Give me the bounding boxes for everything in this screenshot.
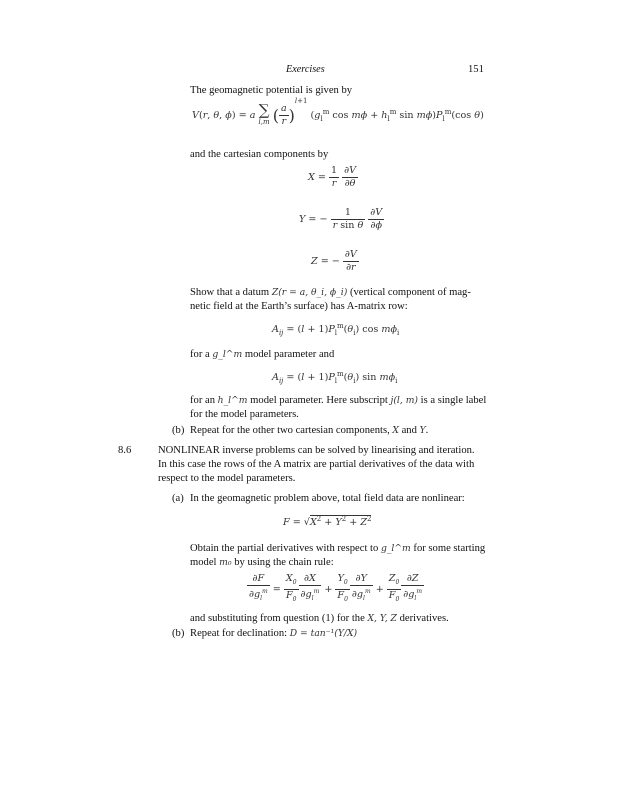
g-coefficient-symbol: g_l^m bbox=[212, 349, 243, 360]
obtain-line-2: model m₀ by using the chain rule: bbox=[190, 557, 334, 568]
components-lead: and the cartesian components by bbox=[190, 149, 329, 160]
for-h-line-2: for the model parameters. bbox=[190, 409, 299, 420]
j-label-symbol: j(l, m) bbox=[390, 395, 419, 406]
declination-symbol: D = tan⁻¹(Y/X) bbox=[289, 628, 358, 639]
exercise-line-3: respect to the model parameters. bbox=[158, 473, 296, 484]
exercise-number: 8.6 bbox=[118, 445, 132, 456]
part-a-label: (a) bbox=[172, 493, 184, 504]
exercise-line-2: In this case the rows of the A matrix are partial derivatives of the data with bbox=[158, 459, 475, 470]
x-equation: X = $\frac{1}{r}$ $\frac{\partial V}{\partial\theta}$ bbox=[308, 165, 357, 189]
a-cos-equation: $A_{ij} = (l + 1)P_l^m(\theta_i)$ $\cos m\phi_i$ bbox=[272, 322, 400, 338]
f-equation: $F = √X^2 + Y^2 + Z^2$ bbox=[283, 515, 372, 529]
substitute-line: and substituting from question (1) for the X, Y, Z derivatives. bbox=[190, 613, 449, 624]
for-g-line: for a g_l^m model parameter and bbox=[190, 349, 335, 360]
page-number: 151 bbox=[468, 64, 484, 75]
chain-rule-equation: $\frac{\partial F}{\partial g_l^m}$ = $\frac{X_0}{F_0}$ $\frac{\partial X}{\partial g_l^m}$ + $\frac{Y_0}{F_0}$ $\frac{\partial Y}{\partial g_l^m}$ + $\frac{Z_0}{F_0}$ $\frac{\partial Z}{\partial g_l^m}$ bbox=[249, 573, 423, 603]
z-equation: Z = − $\frac{\partial V}{\partial r}$ bbox=[311, 249, 357, 273]
for-h-line: for an h_l^m model parameter. Here subscript j(l, m) is a single label bbox=[190, 395, 487, 406]
h-coefficient-symbol: h_l^m bbox=[217, 395, 248, 406]
part-b1-text: Repeat for the other two cartesian components, X and Y. bbox=[190, 425, 429, 436]
obtain-line-1: Obtain the partial derivatives with respect to g_l^m for some starting bbox=[190, 543, 486, 554]
part-b2-text: Repeat for declination: D = tan⁻¹(Y/X) bbox=[190, 628, 358, 639]
y-equation: Y = − $\frac{1}{\text{r sin θ}}$ $\frac{\partial V}{\partial\phi}$ bbox=[299, 207, 383, 231]
datum-symbol: Z(r = a, θ_i, ϕ_i) bbox=[271, 287, 348, 298]
part-b1-label: (b) bbox=[172, 425, 185, 436]
exercise-line-1: NONLINEAR inverse problems can be solved by linearising and iteration. bbox=[158, 445, 475, 456]
running-header: Exercises bbox=[286, 64, 325, 75]
part-a-text: In the geomagnetic problem above, total field data are nonlinear: bbox=[190, 493, 465, 504]
a-sin-equation: $A_{ij} = (l + 1)P_l^m(\theta_i)$ $\sin m\phi_i$ bbox=[272, 370, 398, 386]
part-b2-label: (b) bbox=[172, 628, 185, 639]
show-line-2: netic field at the Earth’s surface) has A-matrix row: bbox=[190, 301, 408, 312]
potential-lead: The geomagnetic potential is given by bbox=[190, 85, 353, 96]
potential-equation: V(r, θ, ϕ) = a ∑ l,m ( $\frac{a}{r}$ )$^{l+1}$ ($g_l^m$ $\cos m\phi + h_l^m$ $\sin m\phi)P_l^m(\cos$ θ) bbox=[192, 97, 484, 127]
show-line-1: Show that a datum Z(r = a, θ_i, ϕ_i) (vertical component of mag- bbox=[190, 287, 471, 298]
